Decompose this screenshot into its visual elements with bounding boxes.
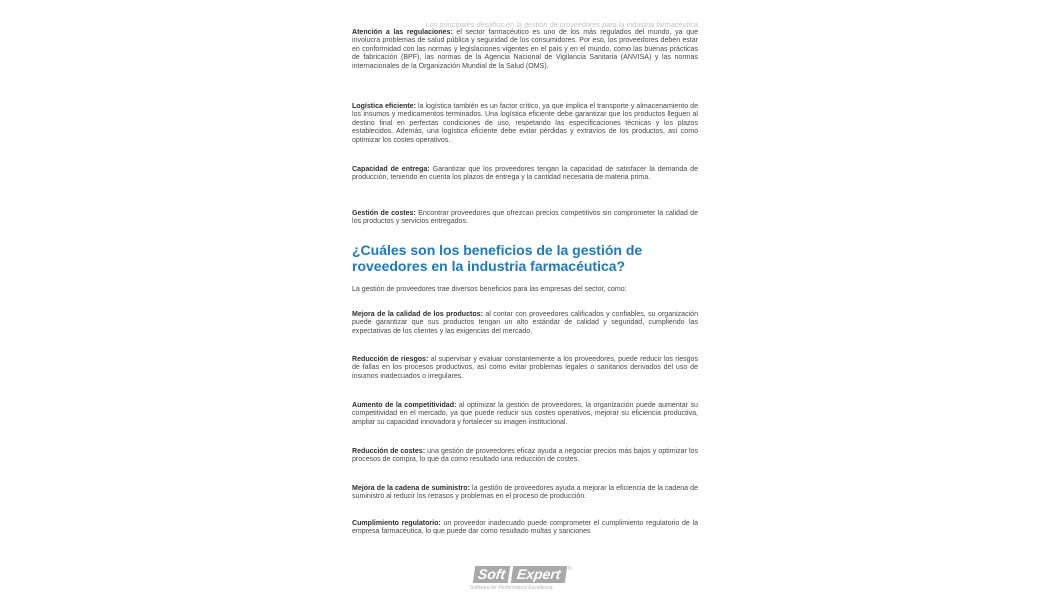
registered-mark-icon: ® bbox=[567, 566, 572, 572]
benefit-term: Cumplimiento regulatorio: bbox=[352, 520, 441, 527]
benefit-text: al optimizar la gestión de proveedores, la organización puede aumentar su competitividad en el mercado, ya que puede reducir sus costes operativos, mejorar su eficiencia productiva, ampliar su capacidad innovadora y fortalecer su imagen institucional. bbox=[352, 402, 698, 426]
challenge-logistics bbox=[352, 103, 698, 145]
logo-soft: Soft bbox=[473, 566, 511, 583]
document-page bbox=[352, 0, 698, 600]
challenge-term: Gestión de costes: bbox=[352, 210, 416, 217]
softexpert-logo bbox=[470, 566, 580, 596]
challenge-text: la logística también es un factor crítico, ya que implica el transporte y almacenamiento de los insumos y medicamentos terminados. Una logística eficiente debe garantizar que los productos lleguen al destino final en perfectas condiciones de uso, respetando las especificaciones técnicas y los plazos establecidos. Además, una logística eficiente debe evitar pérdidas y extravíos de los productos, así como optimizar los costes operativos. bbox=[352, 103, 699, 144]
benefit-supply-chain bbox=[352, 485, 698, 502]
challenge-delivery-capacity bbox=[352, 166, 698, 183]
benefit-text: un proveedor inadecuado puede comprometer el cumplimiento regulatorio de la empresa farmacéutica, lo que puede dar como resultado multas y sanciones bbox=[352, 520, 698, 536]
logo-wordmark bbox=[470, 566, 580, 583]
logo-expert: Expert bbox=[511, 566, 567, 583]
benefit-term: Mejora de la calidad de los productos: bbox=[352, 311, 483, 318]
benefit-competitiveness bbox=[352, 402, 698, 427]
benefit-text: la gestión de proveedores ayuda a mejorar la eficiencia de la cadena de suministro al reducir los retrasos y problemas en el proceso de producción. bbox=[352, 485, 698, 501]
challenge-cost-management bbox=[352, 210, 698, 227]
benefit-quality bbox=[352, 311, 698, 336]
challenge-regulations bbox=[352, 29, 698, 71]
challenge-term: Atención a las regulaciones: bbox=[352, 29, 453, 36]
challenge-text: Encontrar proveedores que ofrezcan precios competitivos sin comprometer la calidad de los productos y servicios entregados. bbox=[352, 210, 698, 226]
benefit-risk-reduction bbox=[352, 356, 698, 381]
benefit-text: una gestión de proveedores eficaz ayuda a negociar precios más bajos y optimizar los procesos de compra, lo que da como resultado una reducción de costes. bbox=[352, 448, 698, 464]
benefit-cost-reduction bbox=[352, 448, 698, 465]
challenge-text: el sector farmacéutico es uno de los más regulados del mundo, ya que involucra problemas de salud pública y seguridad de los consumidores. Por eso, los proveedores deben estar en conformidad con las normas y legislaciones vigentes en el país y en el mundo, como las buenas prácticas de fabricación (BPF), las normas de la Agencia Nacional de Vigilancia Sanitaria (ANVISA) y las normas internacionales de la Organización Mundial de la Salud (OMS). bbox=[352, 29, 698, 70]
benefit-term: Reducción de costes: bbox=[352, 448, 426, 455]
benefit-text: al supervisar y evaluar constantemente a los proveedores, puede reducir los riesgos de fallas en los procesos productivos, así como evitar problemas legales o sanitarios derivados del uso de insumos inadecuados o irregulares. bbox=[352, 356, 698, 380]
benefit-term: Reducción de riesgos: bbox=[352, 356, 429, 363]
benefit-term: Aumento de la competitividad: bbox=[352, 402, 457, 409]
section-heading: ¿Cuáles son los beneficios de la gestión de roveedores en la industria farmacéutica? bbox=[352, 242, 643, 274]
running-header: Los principales desafíos en la gestión de proveedores para la industria farmacéutica bbox=[425, 20, 698, 29]
challenge-term: Logística eficiente: bbox=[352, 103, 416, 110]
challenge-text: Garantizar que los proveedores tengan la capacidad de satisfacer la demanda de producción, teniendo en cuenta los plazos de entrega y la cantidad necesaria de materia prima. bbox=[352, 166, 698, 182]
logo-tagline: Software for Performance Excellence bbox=[470, 585, 553, 591]
benefit-regulatory-compliance bbox=[352, 520, 698, 537]
section-intro: La gestión de proveedores trae diversos beneficios para las empresas del sector, como: bbox=[352, 286, 627, 293]
benefit-text: al contar con proveedores calificados y confiables, su organización puede garantizar que sus productos tengan un alto estándar de calidad y seguridad, cumpliendo las expectativas de los clientes y las exigencias del mercado. bbox=[352, 311, 699, 335]
benefit-term: Mejora de la cadena de suministro: bbox=[352, 485, 470, 492]
challenge-term: Capacidad de entrega: bbox=[352, 166, 430, 173]
